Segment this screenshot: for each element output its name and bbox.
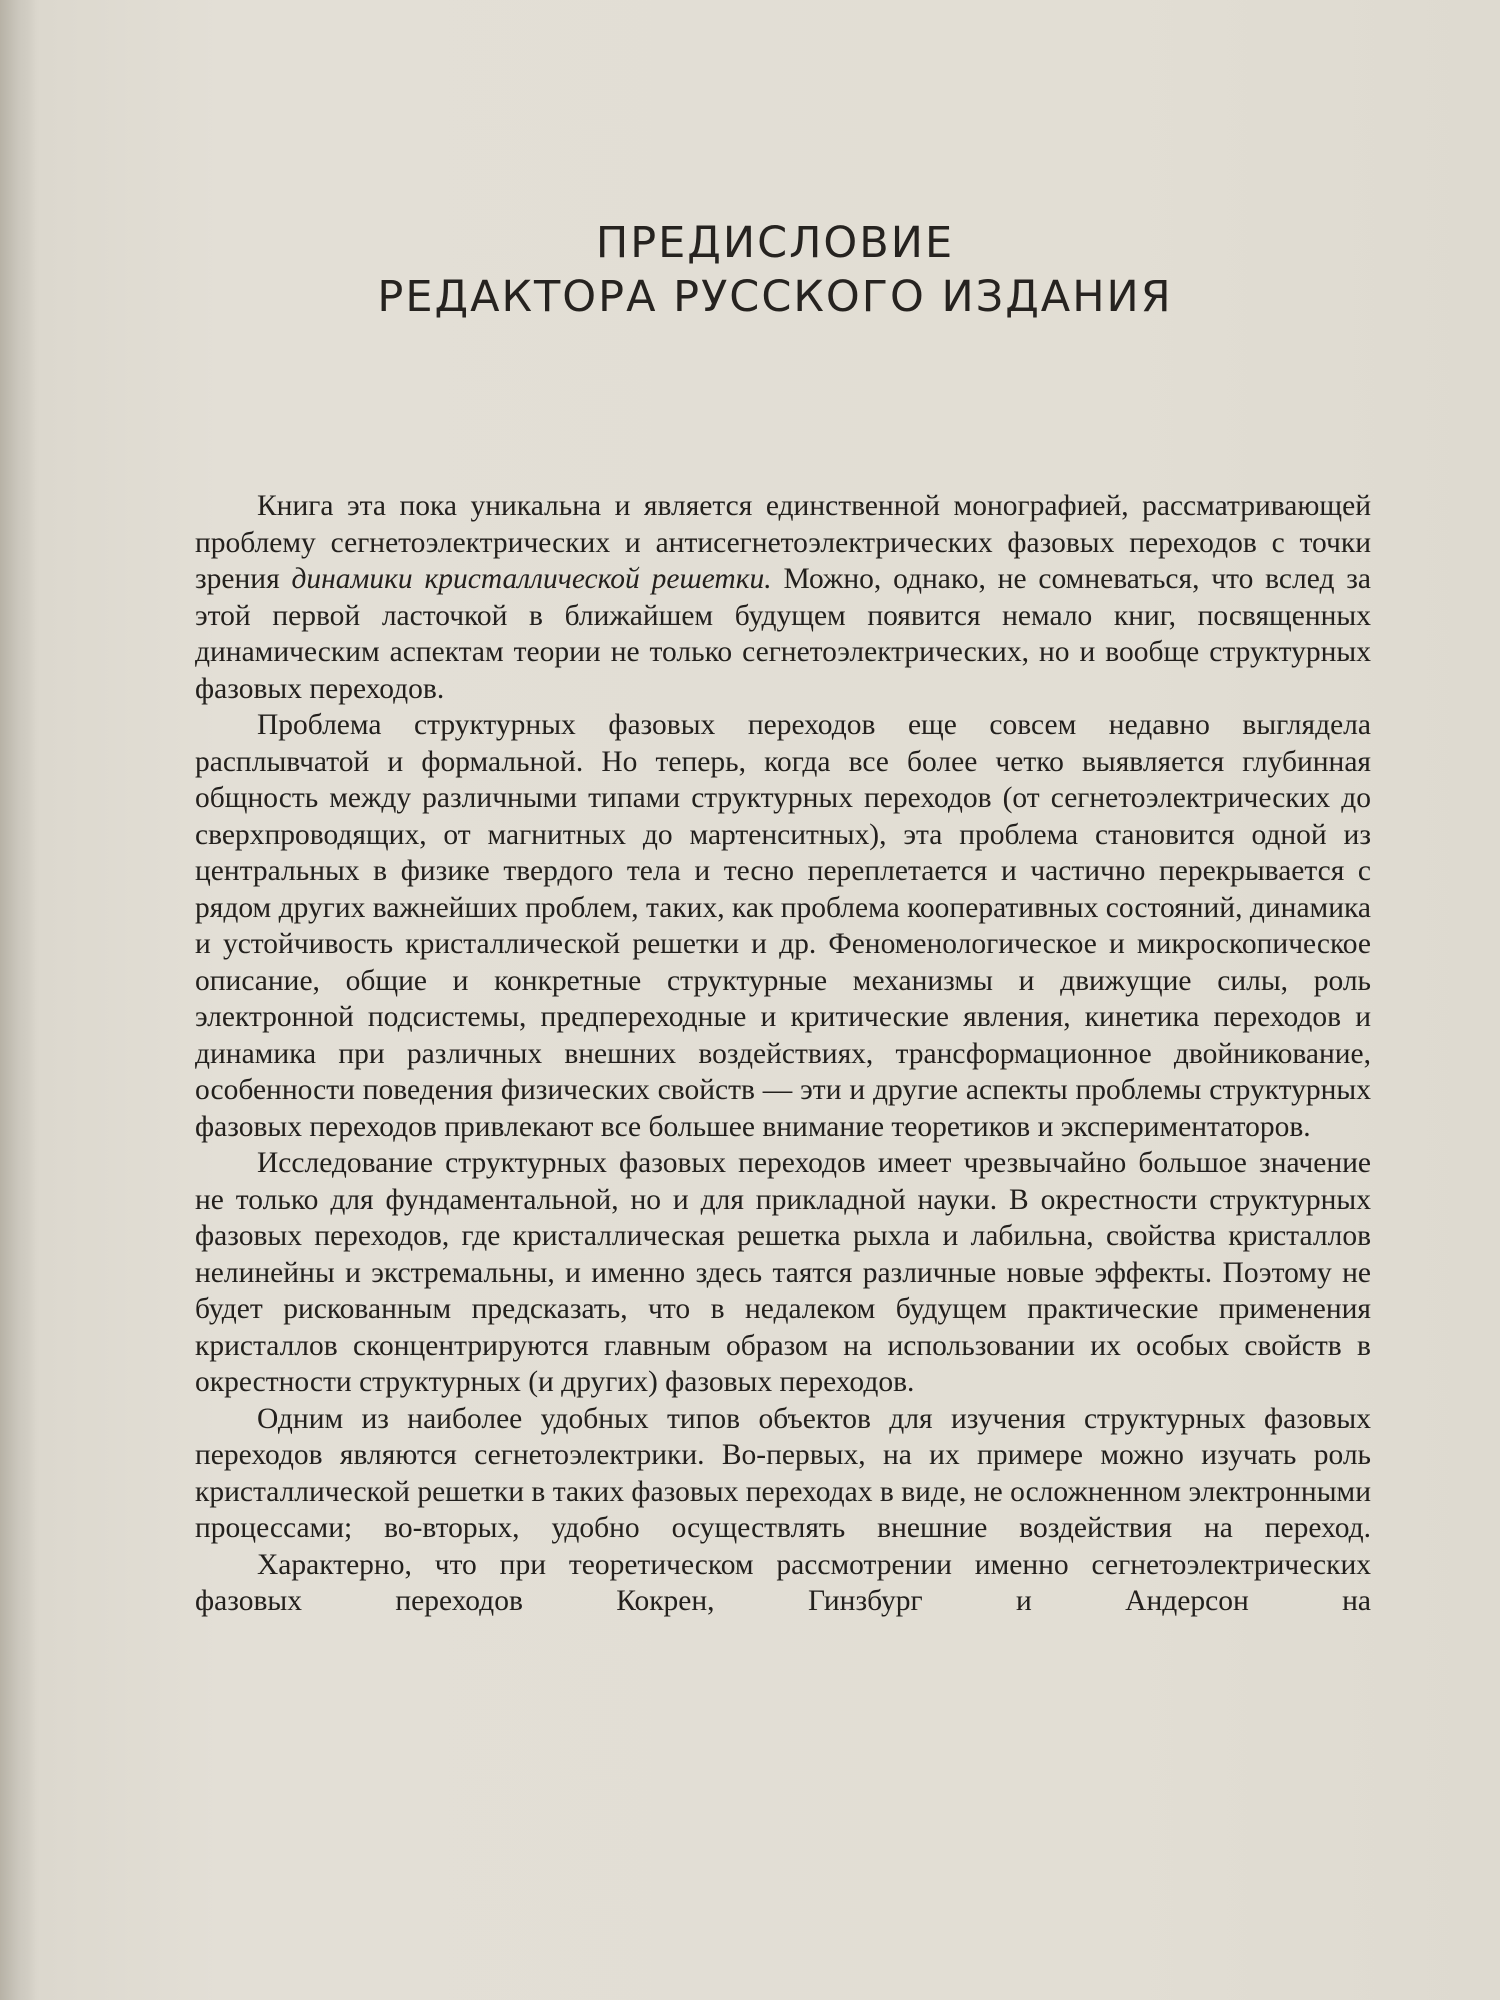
body-text	[195, 488, 1371, 1620]
paragraph-5: Характерно, что при теоретическом рассмотрении именно сегнетоэлектрических фазовых переходов Кокрен, Гинзбург и Андерсон на	[195, 1548, 1371, 1617]
paragraph-2: Проблема структурных фазовых переходов еще совсем недавно выглядела расплывчатой и формальной. Но теперь, когда все более четко выявляется глубинная общность между различными типами структурных переходов (от сегнетоэлектрических до сверхпроводящих, от магнитных до мартенситных), эта проблема становится одной из центральных в физике твердого тела и тесно переплетается и частично перекрывается с рядом других важнейших проблем, таких, как проблема кооперативных состояний, динамика и устойчивость кристаллической решетки и др. Феноменологическое и микроскопическое описание, общие и конкретные структурные механизмы и движущие силы, роль электронной подсистемы, предпереходные и критические явления, кинетика переходов и динамика при различных внешних воздействиях, трансформационное двойникование, особенности поведения физических свойств — эти и другие аспекты проблемы структурных фазовых переходов привлекают все большее внимание теоретиков и экспериментаторов.	[195, 709, 1371, 1143]
book-binding-shadow	[0, 0, 36, 2000]
page-title-line-2: РЕДАКТОРА РУССКОГО ИЗДАНИЯ	[377, 272, 1173, 322]
paragraph-4: Одним из наиболее удобных типов объектов для изучения структурных фазовых переходов являются сегнетоэлектрики. Во-первых, на их примере можно изучать роль кристаллической решетки в таких фазовых переходах в виде, не осложненном электронными процессами; во-вторых, удобно осуществлять внешние воздействия на переход.	[195, 1402, 1371, 1544]
paragraph-1-text-end: Можно, однако, не сомневаться, что вслед за этой первой ласточкой в ближайшем будущем появится немало книг, посвященных динамическим аспектам теории не только сегнетоэлектрических, но и вообще структурных фазовых переходов.	[195, 563, 1372, 705]
paragraph-1	[195, 488, 1371, 707]
paragraph-1-italic-text: динамики кристаллической решетки.	[291, 563, 772, 595]
page-title-line-1: ПРЕДИСЛОВИЕ	[595, 218, 955, 268]
paragraph-3: Исследование структурных фазовых переходов имеет чрезвычайно большое значение не только для фундаментальной, но и для прикладной науки. В окрестности структурных фазовых переходов, где кристаллическая решетка рыхла и лабильна, свойства кристаллов нелинейны и экстремальны, и именно здесь таятся различные новые эффекты. Поэтому не будет рискованным предсказать, что в недалеком будущем практические применения кристаллов сконцентрируются главным образом на использовании их особых свойств в окрестности структурных (и других) фазовых переходов.	[195, 1147, 1371, 1398]
paragraph-1-text-start: Книга эта пока уникальна и является единственной монографией, рассматривающей проблему сегнетоэлектрических и антисегнетоэлектрических фазовых переходов с точки зрения	[195, 490, 1371, 595]
